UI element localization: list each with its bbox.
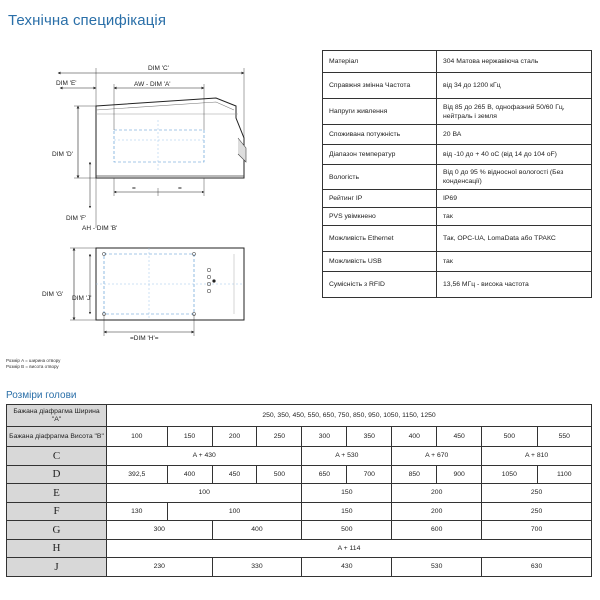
spec-key-cell: Сумісність з RFID [323, 272, 437, 298]
table-row [7, 447, 592, 466]
spec-value-cell: 13,56 МГц - висока частота [437, 272, 592, 298]
spec-value-cell: так [437, 252, 592, 272]
drawing-notes [6, 358, 60, 370]
drawing-svg [38, 58, 278, 358]
dimension-cell: 400 [167, 465, 212, 484]
height-label-cell: Бажана діафрагма Висота "B" [7, 427, 107, 447]
dimension-cell: A + 114 [107, 539, 592, 558]
dimension-cell: 200 [392, 502, 482, 521]
table-row [7, 427, 592, 447]
eq-mark-2: = [178, 185, 182, 192]
dimension-cell: 650 [302, 465, 347, 484]
spec-value-cell: від -10 до + 40 oC (від 14 до 104 oF) [437, 145, 592, 165]
table-row [323, 190, 592, 208]
spec-key-cell: Напруги живлення [323, 99, 437, 125]
eq-mark-1: = [132, 185, 136, 192]
height-value-cell: 250 [257, 427, 302, 447]
spec-key-cell: Діапазон температур [323, 145, 437, 165]
height-value-cell: 300 [302, 427, 347, 447]
height-value-cell: 100 [107, 427, 168, 447]
table-row [323, 125, 592, 145]
height-value-cell: 200 [212, 427, 257, 447]
spec-key-cell: Рейтинг IP [323, 190, 437, 208]
dimension-cell: 400 [212, 521, 302, 540]
spec-table [322, 50, 592, 298]
dim-g-label: DIM 'G' [42, 291, 64, 298]
height-value-cell: 500 [482, 427, 537, 447]
dim-j-label: DIM 'J' [72, 295, 92, 302]
height-value-cell: 150 [167, 427, 212, 447]
ah-dim-b-label: AH - DIM 'B' [82, 225, 118, 232]
dimension-cell: A + 810 [482, 447, 592, 466]
technical-drawing [38, 58, 278, 358]
height-value-cell: 400 [392, 427, 437, 447]
dimension-cell: 700 [482, 521, 592, 540]
aw-dim-a-label: AW - DIM 'A' [134, 81, 171, 88]
dimension-cell: 130 [107, 502, 168, 521]
table-row [323, 99, 592, 125]
width-label-cell: Бажана діафрагма Ширина "A" [7, 405, 107, 427]
note-line-1: Розмір A = ширина отвору [6, 358, 61, 363]
dim-h-label: =DIM 'H'= [130, 335, 159, 342]
row-label-f: F [7, 502, 107, 521]
spec-key-cell: Споживана потужність [323, 125, 437, 145]
dimension-cell: 700 [347, 465, 392, 484]
dimension-cell: 850 [392, 465, 437, 484]
row-label-e: E [7, 484, 107, 503]
table-row [323, 145, 592, 165]
table-row [323, 252, 592, 272]
dimension-cell: 630 [482, 558, 592, 577]
row-label-g: G [7, 521, 107, 540]
dimension-cell: A + 430 [107, 447, 302, 466]
table-row [7, 484, 592, 503]
table-row [7, 521, 592, 540]
table-row [7, 465, 592, 484]
table-row [323, 272, 592, 298]
spec-value-cell: Від 85 до 265 В, однофазний 50/60 Гц, нейтраль і земля [437, 99, 592, 125]
spec-key-cell: Можливість USB [323, 252, 437, 272]
spec-key-cell: Можливість Ethernet [323, 226, 437, 252]
dimension-cell: 1050 [482, 465, 537, 484]
dimension-cell: A + 670 [392, 447, 482, 466]
dimension-cell: 230 [107, 558, 213, 577]
dim-e-label: DIM 'E' [56, 80, 77, 87]
dimension-cell: 430 [302, 558, 392, 577]
spec-value-cell: 304 Матова нержавіюча сталь [437, 51, 592, 73]
head-dimensions-table [6, 404, 592, 577]
spec-value-cell: 20 ВА [437, 125, 592, 145]
dimension-cell: 100 [107, 484, 302, 503]
dimension-cell: 600 [392, 521, 482, 540]
dim-d-label: DIM 'D' [52, 151, 73, 158]
table-row [7, 502, 592, 521]
head-section-title: Розміри голови [6, 390, 77, 401]
table-row [323, 73, 592, 99]
spec-value-cell: так [437, 208, 592, 226]
spec-key-cell: Вологість [323, 165, 437, 190]
dimension-cell: 392,5 [107, 465, 168, 484]
row-label-j: J [7, 558, 107, 577]
row-label-c: C [7, 447, 107, 466]
dimension-cell: 900 [437, 465, 482, 484]
spec-key-cell: Матеріал [323, 51, 437, 73]
height-value-cell: 550 [537, 427, 592, 447]
dimension-cell: 150 [302, 502, 392, 521]
dim-f-label: DIM 'F' [66, 215, 87, 222]
dimension-cell: A + 530 [302, 447, 392, 466]
dimension-cell: 450 [212, 465, 257, 484]
dimension-cell: 500 [302, 521, 392, 540]
table-row [7, 405, 592, 427]
spec-key-cell: PVS увімкнено [323, 208, 437, 226]
table-row [323, 51, 592, 73]
note-line-2: Розмір B = висота отвору [6, 364, 59, 369]
dimension-cell: 300 [107, 521, 213, 540]
table-row [323, 226, 592, 252]
spec-value-cell: Від 0 до 95 % відносної вологості (Без конденсації) [437, 165, 592, 190]
dimension-cell: 530 [392, 558, 482, 577]
dimension-cell: 150 [302, 484, 392, 503]
side-view [96, 98, 246, 178]
dimension-cell: 250 [482, 502, 592, 521]
spec-key-cell: Справжня змінна Частота [323, 73, 437, 99]
table-row [7, 539, 592, 558]
dimension-cell: 250 [482, 484, 592, 503]
dimension-cell: 200 [392, 484, 482, 503]
height-value-cell: 350 [347, 427, 392, 447]
row-label-h: H [7, 539, 107, 558]
table-row [323, 208, 592, 226]
table-row [7, 558, 592, 577]
page-title: Технічна специфікація [8, 12, 167, 29]
dimension-cell: 100 [167, 502, 302, 521]
spec-value-cell: від 34 до 1200 кГц [437, 73, 592, 99]
height-value-cell: 450 [437, 427, 482, 447]
front-view [96, 248, 244, 320]
spec-value-cell: Так, OPC-UA, LomaData або ТРАКС [437, 226, 592, 252]
dimension-cell: 330 [212, 558, 302, 577]
dimension-cell: 1100 [537, 465, 592, 484]
width-values-cell: 250, 350, 450, 550, 650, 750, 850, 950, 1050, 1150, 1250 [107, 405, 592, 427]
dimension-cell: 500 [257, 465, 302, 484]
table-row [323, 165, 592, 190]
row-label-d: D [7, 465, 107, 484]
dim-c-label: DIM 'C' [148, 65, 169, 72]
spec-value-cell: IP69 [437, 190, 592, 208]
